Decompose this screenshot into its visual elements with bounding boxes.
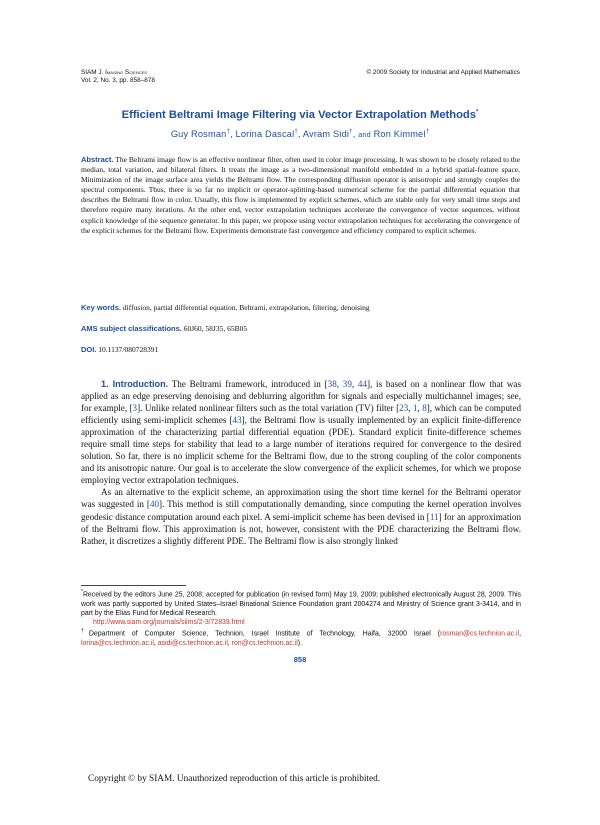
ams-text: 60J60, 58J35, 65B05 (183, 324, 248, 333)
citation-link[interactable]: 40 (149, 499, 160, 510)
email-link-rosman[interactable]: rosman@cs.technion.ac.il (440, 630, 520, 638)
body-text: ] for an approximation of the Beltrami flow. This approximation is not, however, consistent with the PDE characterizing the Beltrami flow. Rather, it discretizes a slightly different PDE. The Beltrami flow is also strongly linked (81, 511, 521, 546)
citation-link[interactable]: 43 (232, 415, 242, 426)
intro-paragraph-1: 1. Introduction. The Beltrami framework, introduced in [38, 39, 44], is based on a nonlinear flow that was applied as an edge preserving denoising and deblurring algorithm for signals and especially multichannel images; see, for example, [3]. Unlike related nonlinear filters such as the total variation (TV) filter [23, 1, 8], which can be computed efficiently using semi-implicit schemes [43], the Beltrami flow is usually implemented by an explicit finite-difference approximation of the characterizing partial differential equation (PDE). Standard explicit finite-difference schemes require small time steps for stability that lead to a large number of iterations required for convergence to the desired solution. So far, there is no implicit scheme for the Beltrami flow, due to the strong coupling of the color components and its anisotropic nature. Our goal is to accelerate the slow convergence of the explicit schemes, for which we propose employing vector extrapolation techniques. (81, 379, 522, 486)
section-heading: 1. Introduction. (101, 379, 169, 389)
copyright-notice: Copyright © by SIAM. Unauthorized reproduction of this article is prohibited. (88, 774, 381, 784)
journal-header (81, 69, 155, 85)
paper-title (60, 109, 540, 121)
title-text: Efficient Beltrami Image Filtering via Vector Extrapolation Methods (121, 109, 476, 121)
footnote-mark: * (81, 589, 83, 595)
footnote-text: Department of Computer Science, Technion, Israel Institute of Technology, Haifa, 32000 Israel ( (88, 630, 441, 638)
footnote-text: Received by the editors June 25, 2008; accepted for publication (in revised form) May 19, 2009; published electronically August 28, 2009. This work was partly supported by United States–Israel Binational Science Foundation grant 2004274 and Ministry of Science grant 3-3414, and in part by the Elias Fund for Medical Research. (81, 591, 521, 617)
abstract-label: Abstract. (81, 155, 114, 164)
author-kimmel: Ron Kimmel (373, 129, 426, 140)
footnote-divider (81, 585, 186, 586)
doi (81, 345, 520, 355)
title-footnote-mark[interactable]: * (476, 109, 479, 116)
author-dascal: Lorina Dascal (235, 129, 295, 140)
citation-link[interactable]: 44 (357, 379, 367, 389)
footnote-received (81, 588, 521, 627)
body-text: ], is based on a nonlinear flow that was applied as an edge preserving denoising and deblurring algorithm for signals and especially multichannel images; see, for example, [ (81, 379, 522, 414)
author-and: and (358, 130, 371, 140)
doi-label: DOI. (81, 345, 97, 354)
body-text: ], which can be computed efficiently using semi-implicit schemes [ (81, 403, 522, 426)
citation-link[interactable]: 11 (429, 511, 439, 522)
introduction-section (81, 378, 521, 547)
author-sidi: Avram Sidi (302, 129, 350, 140)
body-text: ]. This method is still computationally demanding, since computing the kernel operation involves geodesic distance computation around each pixel. A semi-implicit scheme has been devised in [ (81, 499, 522, 522)
citation-link[interactable]: 8 (422, 403, 427, 414)
abstract (81, 155, 520, 236)
body-text: The Beltrami framework, introduced in [ (171, 379, 328, 389)
citation-link[interactable]: 39 (342, 379, 352, 389)
abstract-text: The Beltrami image flow is an effective nonlinear filter, often used in color image processing. It was shown to be closely related to the median, total variation, and bilateral filters. It treats the image as a two-dimensional manifold embedded in a hybrid spatial-feature space. Minimization of the image surface area yields the Beltrami flow. The corresponding diffusion operator is anisotropic and strongly couples the spectral components. Thus, there is so far no implicit or operator-splitting-based numerical scheme for the partial differential equation that describes the Beltrami flow in color. Usually, this flow is implemented by explicit schemes, which are stable only for very small time steps and therefore require many iterations. At the other end, vector extrapolation techniques accelerate the convergence of vector sequences, without explicit knowledge of the sequence generator. In this paper, we propose using vector extrapolation techniques for accelerating the convergence of the explicit schemes for the Beltrami flow. Experiments demonstrate fast convergence and efficiency compared to explicit schemes. (81, 155, 520, 235)
journal-url-link[interactable]: http://www.siam.org/journals/siims/2-3/72839.html (93, 619, 245, 627)
author-footnote-mark[interactable]: † (349, 129, 353, 135)
body-text: ]. Unlike related nonlinear filters such as the total variation (TV) filter [ (137, 403, 400, 414)
author-footnote-mark[interactable]: † (226, 129, 230, 135)
citation-link[interactable]: 1 (412, 403, 418, 414)
ams-classifications (81, 324, 520, 334)
citation-link[interactable]: 23 (399, 403, 409, 414)
intro-paragraph-2 (81, 486, 521, 546)
email-link-lorina[interactable]: lorina@cs.technion.ac.il (81, 639, 154, 647)
ams-label: AMS subject classifications. (81, 324, 182, 333)
author-rosman: Guy Rosman (170, 129, 227, 140)
author-footnote-mark[interactable]: † (294, 129, 298, 135)
citation-link[interactable]: 3 (132, 403, 138, 414)
author-sep: , (352, 129, 356, 140)
email-link-ron[interactable]: ron@cs.technion.ac.il (231, 639, 298, 647)
keywords-text: diffusion, partial differential equation, Beltrami, extrapolation, filtering, denoising (122, 303, 370, 312)
footnote-affiliation: †Department of Computer Science, Technion, Israel Institute of Technology, Haifa, 32000 Israel (rosman@cs.technion.ac.il, lorina@cs.technion.ac.il, asidi@cs.technion.ac.il, ron@cs.technion.ac.il). (81, 628, 521, 647)
author-footnote-mark[interactable]: † (425, 129, 430, 135)
keywords-label: Key words. (81, 303, 122, 312)
citation-link[interactable]: 38 (327, 379, 337, 389)
body-text: ], the Beltrami flow is usually implemented by an explicit finite-difference approximation of the characterizing partial differential equation (PDE). Standard explicit finite-difference schemes require small time steps for stability that lead to a large number of iterations required for convergence to the desired solution. So far, there is no implicit scheme for the Beltrami flow, due to the strong coupling of the color components and its anisotropic nature. Our goal is to accelerate the slow convergence of the explicit schemes, for which we propose employing vector extrapolation techniques. (81, 415, 521, 486)
email-link-asidi[interactable]: asidi@cs.technion.ac.il (157, 639, 228, 647)
footnote-mark: † (81, 628, 89, 634)
body-text: As an alternative to the explicit scheme, an approximation using the short time kernel for the Beltrami operator was suggested in [ (81, 487, 521, 510)
footnote-text: ). (297, 639, 302, 647)
author-sep: , (297, 129, 301, 140)
page-number: 858 (293, 655, 307, 664)
author-list (60, 129, 540, 139)
doi-text: 10.1137/080728391 (98, 345, 159, 354)
society-copyright: © 2009 Society for Industrial and Applied Mathematics (366, 69, 520, 76)
journal-volume: Vol. 2, No. 3, pp. 858–878 (81, 77, 155, 84)
keywords (81, 303, 520, 313)
author-sep: , (230, 129, 233, 140)
journal-name: SIAM J. Imaging Sciences (81, 69, 147, 76)
